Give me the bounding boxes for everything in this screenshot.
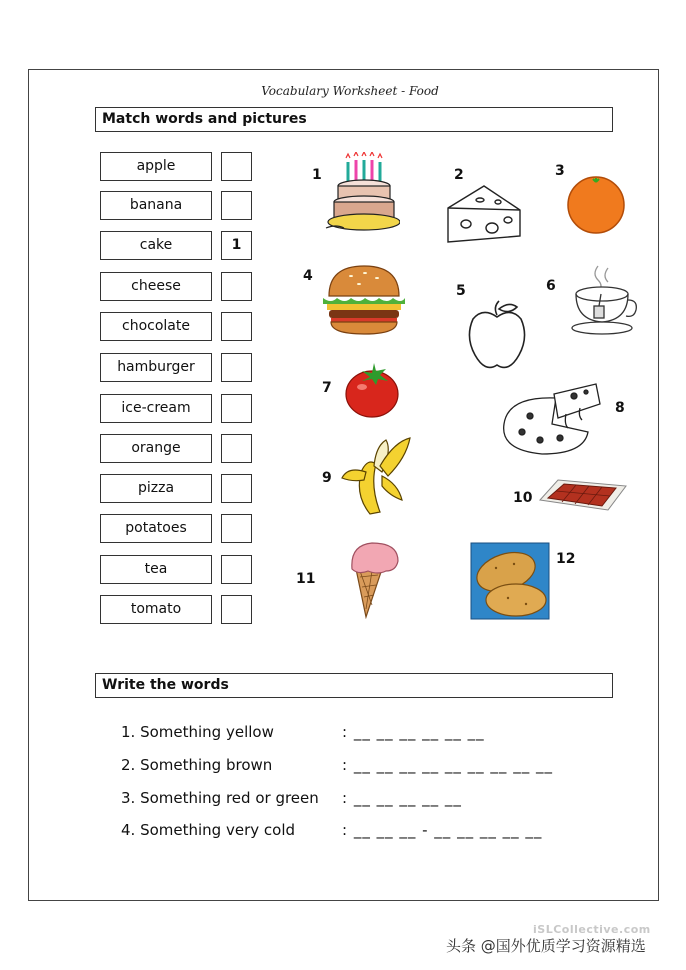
picture-number-1: 1 [312,167,322,183]
word-box-hamburger: hamburger [100,353,212,382]
answer-box-pizza[interactable] [221,474,252,503]
apple-icon [465,297,529,373]
answer-box-tomato[interactable] [221,595,252,624]
picture-number-11: 11 [296,571,316,587]
answer-box-cheese[interactable] [221,272,252,301]
site-watermark: iSLCollective.com [533,923,651,936]
picture-number-2: 2 [454,167,464,183]
cake-icon [322,152,400,238]
answer-box-banana[interactable] [221,191,252,220]
picture-number-3: 3 [555,163,565,179]
picture-number-4: 4 [303,268,313,284]
hamburger-icon [321,262,407,336]
answer-box-tea[interactable] [221,555,252,584]
tea-cup-icon [568,262,640,338]
picture-number-5: 5 [456,283,466,299]
pizza-icon [496,378,604,460]
word-box-orange: orange [100,434,212,463]
question-4-blank[interactable]: : __ __ __ - __ __ __ __ __ [342,821,543,839]
answer-box-cake[interactable]: 1 [221,231,252,260]
word-box-apple: apple [100,152,212,181]
question-2-blank[interactable]: : __ __ __ __ __ __ __ __ __ [342,756,553,774]
question-3-blank[interactable]: : __ __ __ __ __ [342,789,462,807]
word-box-cake: cake [100,231,212,260]
potatoes-icon [470,542,550,620]
word-box-cheese: cheese [100,272,212,301]
question-3-label: 3. Something red or green [121,789,319,807]
chocolate-icon [536,476,628,516]
orange-icon [564,172,628,236]
answer-box-apple[interactable] [221,152,252,181]
picture-number-12: 12 [556,551,576,567]
word-box-chocolate: chocolate [100,312,212,341]
ice-cream-icon [348,539,402,619]
answer-box-chocolate[interactable] [221,312,252,341]
word-box-tomato: tomato [100,595,212,624]
channel-watermark: 头条 @国外优质学习资源精选 [446,937,646,955]
section-match-title: Match words and pictures [95,107,613,132]
question-4-label: 4. Something very cold [121,821,296,839]
worksheet-title: Vocabulary Worksheet - Food [261,84,439,98]
word-box-tea: tea [100,555,212,584]
picture-number-9: 9 [322,470,332,486]
picture-number-10: 10 [513,490,533,506]
picture-number-6: 6 [546,278,556,294]
question-1-blank[interactable]: : __ __ __ __ __ __ [342,723,485,741]
word-box-pizza: pizza [100,474,212,503]
section-write-title: Write the words [95,673,613,698]
word-box-banana: banana [100,191,212,220]
question-1-label: 1. Something yellow [121,723,274,741]
tomato-icon [344,363,400,419]
answer-box-ice-cream[interactable] [221,394,252,423]
answer-box-hamburger[interactable] [221,353,252,382]
word-box-potatoes: potatoes [100,514,212,543]
answer-box-potatoes[interactable] [221,514,252,543]
question-2-label: 2. Something brown [121,756,273,774]
picture-number-7: 7 [322,380,332,396]
picture-number-8: 8 [615,400,625,416]
banana-icon [340,436,412,518]
answer-box-orange[interactable] [221,434,252,463]
word-box-ice-cream: ice-cream [100,394,212,423]
cheese-icon [444,180,526,248]
